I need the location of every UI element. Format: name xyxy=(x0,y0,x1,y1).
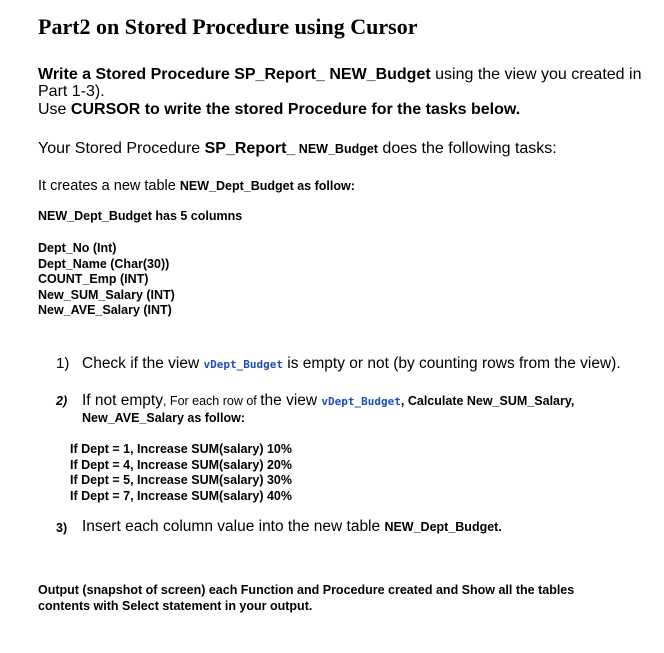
page-title: Part2 on Stored Procedure using Cursor xyxy=(38,14,418,39)
rules-list xyxy=(70,442,292,504)
step-2-text-b: , For each row of xyxy=(162,394,261,408)
step-3-text xyxy=(82,518,502,536)
tasks-text: Your Stored Procedure xyxy=(38,140,205,157)
intro-line-1 xyxy=(38,66,641,84)
step-2-line-1 xyxy=(82,392,574,410)
table-name-text: NEW_Dept_Budget as follow: xyxy=(179,179,355,193)
columns-heading: NEW_Dept_Budget has 5 columns xyxy=(38,209,243,223)
column-item: New_SUM_Salary (INT) xyxy=(38,287,175,302)
output-line-1: Output (snapshot of screen) each Function and Procedure created and Show all the tables xyxy=(38,583,575,597)
creates-line xyxy=(38,177,355,195)
output-line-2: contents with Select statement in your output. xyxy=(38,599,313,613)
step-1-text-a: Check if the view xyxy=(82,355,204,372)
step-2-text-a: If not empty xyxy=(82,392,163,409)
column-item: New_AVE_Salary (INT) xyxy=(38,303,172,317)
step-3-text-a: Insert each column value into the new table xyxy=(82,518,385,535)
view-name-code: vDept_Budget xyxy=(203,358,283,371)
step-2-number: 2) xyxy=(56,394,68,408)
column-item: Dept_No (Int) xyxy=(38,241,117,255)
intro-line-3 xyxy=(38,101,520,119)
rule-item: If Dept = 5, Increase SUM(salary) 30% xyxy=(70,473,292,487)
rule-item: If Dept = 1, Increase SUM(salary) 10% xyxy=(70,442,292,456)
tasks-line xyxy=(38,140,557,158)
step-2-line-2: New_AVE_Salary as follow: xyxy=(82,411,246,425)
columns-list xyxy=(38,241,175,319)
intro-text: using the view you created in xyxy=(430,66,642,83)
rule-item: If Dept = 7, Increase SUM(salary) 40% xyxy=(70,488,292,503)
procedure-name: Write a Stored Procedure SP_Report_ NEW_Budget xyxy=(38,66,431,83)
step-1-number: 1) xyxy=(56,355,70,372)
intro-cursor-text: CURSOR to write the stored Procedure for the tasks below. xyxy=(70,101,521,118)
rule-item: If Dept = 4, Increase SUM(salary) 20% xyxy=(70,457,292,472)
step-1-text xyxy=(82,355,621,373)
column-item: Dept_Name (Char(30)) xyxy=(38,256,170,271)
intro-use-text: Use xyxy=(38,101,71,118)
step-3-table-name: NEW_Dept_Budget. xyxy=(384,520,502,534)
sp-name-part1: SP_Report_ xyxy=(204,140,296,157)
intro-line-2: Part 1-3). xyxy=(38,83,105,100)
column-item: COUNT_Emp (INT) xyxy=(38,272,149,286)
step-1-text-b: is empty or not (by counting rows from the view). xyxy=(282,355,621,372)
creates-text: It creates a new table xyxy=(38,178,180,194)
sp-name-part2: NEW_Budget xyxy=(295,142,378,156)
step-2-text-d: , Calculate New_SUM_Salary, xyxy=(400,394,575,408)
view-name-code: vDept_Budget xyxy=(321,395,401,408)
step-3-number: 3) xyxy=(56,521,68,535)
tasks-text-end: does the following tasks: xyxy=(377,140,557,157)
step-2-text-c: the view xyxy=(260,392,322,409)
